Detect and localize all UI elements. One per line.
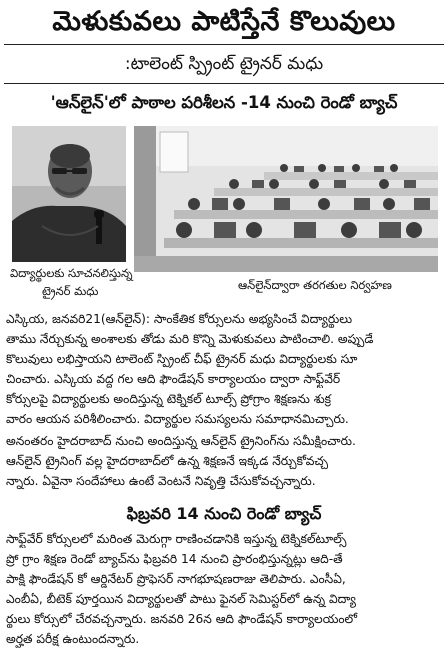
paragraph2-line: సాఫ్ట్‌వేర్ కోర్సులలో మరింత మెరుగ్గా రాణించడానికి ఇస్తున్న టెక్నికల్‌టూల్స్ [6, 532, 347, 546]
paragraph2-line: పాక్షి ఫౌండేషన్ కో ఆర్డినేటర్ ప్రొఫెసర్ నాగభూషణరాజు తెలిపారు. ఎంసీఏ, [6, 572, 346, 586]
paragraph1-line: న్నారు. ఏవైనా సందేహాలు ఉంటే వెంటనే నివృత్తి చేసుకోవచ్చన్నారు. [6, 474, 316, 488]
paragraph2-line: అర్హత పరీక్ష ఉంటుందన్నారు. [6, 632, 140, 646]
paragraph1-line: చించారు. ఎస్కియ వద్ద గల ఆది ఫౌండేషన్ కార్యాలయం ద్వారా సాఫ్ట్‌వేర్ [6, 372, 341, 386]
classroom-caption: ఆన్‌లైన్‌ద్వారా తరగతుల నిర్వహణ [238, 278, 392, 292]
trainer-portrait-photo [12, 126, 126, 262]
byline: :టాలెంట్ స్ప్రింట్ ట్రైనర్ మధు [124, 54, 324, 74]
paragraph1-line: ఎస్కియ, జనవరి21(ఆన్‌లైన్): సాంకేతిక కోర్సులను అభ్యసించే విద్యార్థులు [6, 312, 353, 326]
paragraph1-line: అనంతరం హైదరాబాద్ నుంచి అందిస్తున్న ఆన్‌లైన్ ట్రైనింగ్‌ను సమీక్షించారు. [6, 434, 356, 448]
classroom-image [134, 126, 438, 272]
headline: మెళుకువలు పాటిస్తేనే కొలువులు [52, 6, 396, 37]
online-classroom-photo [134, 126, 438, 272]
paragraph1-line: కోర్సులపై విద్యార్థులకు అందిస్తున్న టెక్నికల్ టూల్స్ ప్రోగ్రాం శిక్షణను శుక్ర [6, 392, 332, 406]
paragraph2-line: ప్రో గ్రాం శిక్షణ రెండో బ్యాచ్‌ను ఫిబ్రవరి 14 నుంచి ప్రారంభిస్తున్నట్లు ఆది-తే [6, 552, 343, 566]
headline-divider [4, 44, 444, 45]
paragraph1-line: ఆన్‌లైన్ ట్రైనింగ్ వల్ల హైదరాబాద్‌లో ఉన్న శిక్షణనే ఇక్కడ నేర్చుకోవచ్చ [6, 454, 329, 468]
paragraph2-line: ఎంబీఏ, బీటెక్ పూర్తయిన విద్యార్థులతో పాటు ఫైనల్ సెమిస్టర్‌లో ఉన్న విద్యా [6, 592, 356, 606]
paragraph1-line: కొలువులు లభిస్తాయని టాలెంట్ స్ప్రింట్ చీఫ్ ట్రైనర్ మధు విద్యార్థులకు సూ [6, 352, 358, 366]
subhead: 'ఆన్‌లైన్'లో పాఠాల పరిశీలన -14 నుంచి రెండో బ్యాచ్ [50, 93, 398, 112]
paragraph1-line: తాము నేర్చుకున్న అంశాలకు తోడు మరి కొన్ని మెళుకువలు పాటించాలి. అప్పుడే [6, 332, 374, 346]
paragraph2-line: ర్థులు కోర్సులో చేరవచ్చన్నారు. జనవరి 26న ఆది ఫౌండేషన్ కార్యాలయంలో [6, 612, 358, 626]
byline-divider [4, 83, 444, 84]
paragraph1-line: వారం ఆయన పరిశీలించారు. విద్యార్థుల సమస్యలను సమాధానమిచ్చారు. [6, 412, 349, 426]
portrait-caption-line1: విద్యార్థులకు సూచనలిస్తున్న [10, 266, 133, 280]
section-heading: ఫిబ్రవరి 14 నుంచి రెండో బ్యాచ్ [126, 504, 322, 523]
portrait-caption-line2: ట్రైనర్ మధు [42, 284, 99, 298]
trainer-portrait-image [12, 126, 126, 262]
